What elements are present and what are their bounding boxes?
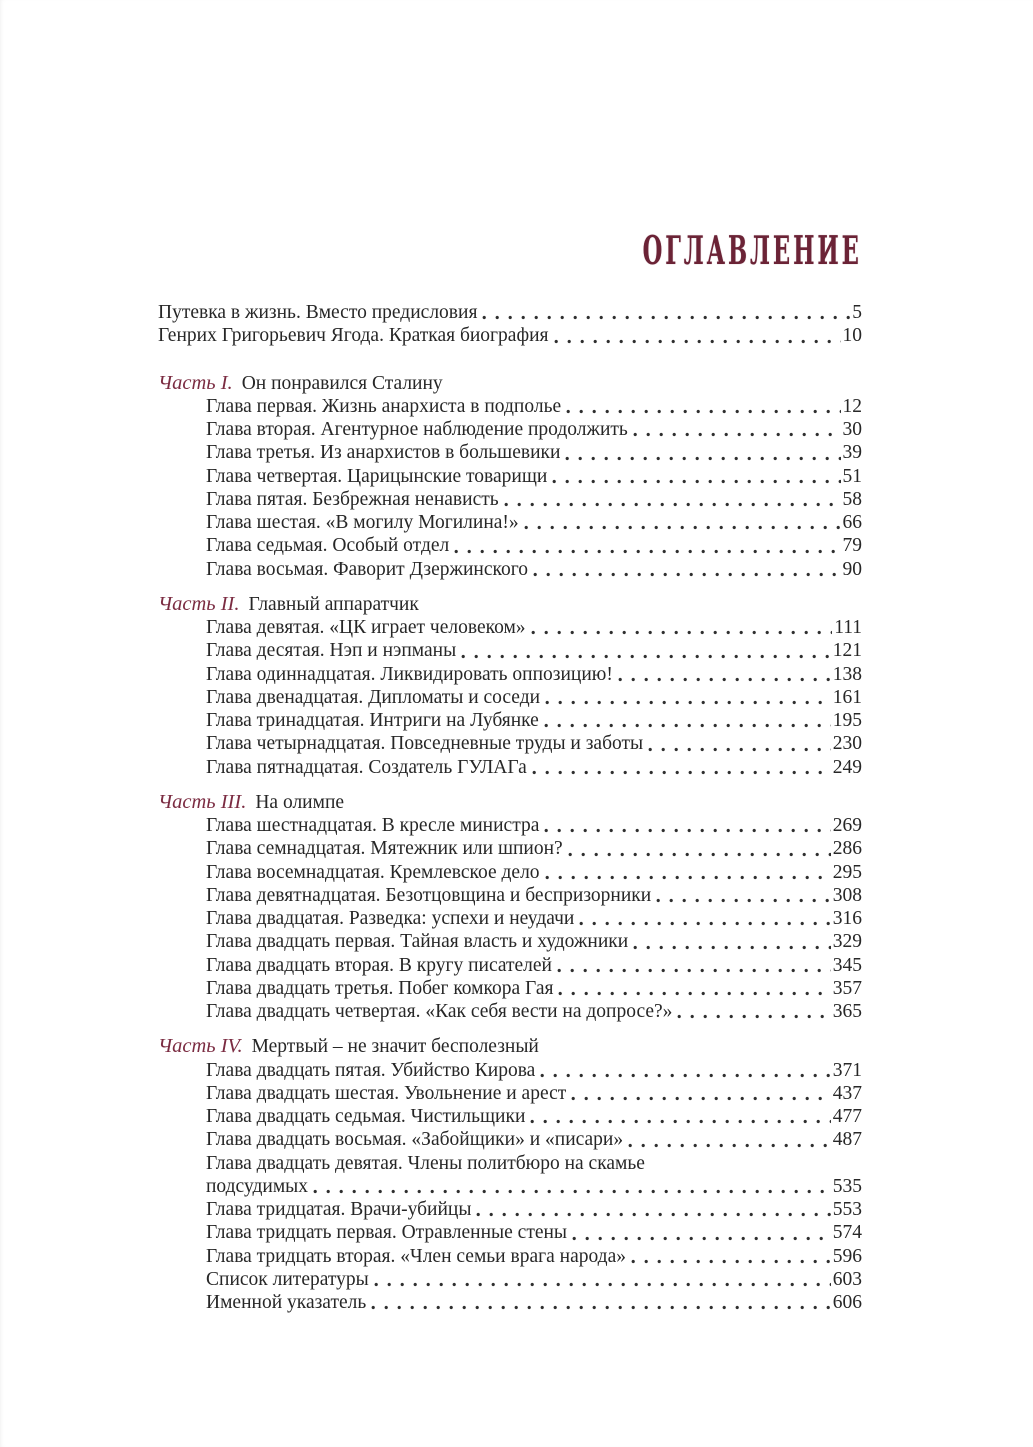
dot-leader — [565, 456, 840, 461]
toc-entry-text: Глава четырнадцатая. Повседневные труды и заботы — [206, 733, 644, 755]
part-heading — [158, 593, 862, 616]
dot-leader — [544, 723, 831, 728]
dot-leader — [531, 630, 833, 635]
toc-entry — [158, 324, 862, 347]
page-number: 295 — [832, 861, 862, 883]
dot-leader — [461, 654, 831, 659]
page-number: 90 — [842, 558, 862, 580]
dot-leader — [545, 875, 831, 880]
toc-entry-text: Глава двадцать третья. Побег комкора Гая — [206, 977, 554, 999]
toc-entry-text: Глава пятнадцатая. Создатель ГУЛАГа — [206, 756, 527, 778]
toc-entry-text: Глава двадцать первая. Тайная власть и художники — [206, 931, 629, 953]
toc-entry — [158, 814, 862, 837]
toc-entry — [158, 1152, 862, 1175]
page-number: 371 — [832, 1059, 862, 1081]
page-number: 111 — [834, 617, 862, 638]
toc-entry — [158, 663, 862, 686]
toc-entry — [158, 837, 862, 860]
toc-entry-text: Глава двадцатая. Разведка: успехи и неудачи — [206, 908, 575, 929]
dot-leader — [572, 1236, 831, 1241]
toc-entry-text: Глава восьмая. Фаворит Дзержинского — [206, 558, 528, 580]
part-label: Часть I. — [158, 371, 233, 394]
toc-entry-text: Глава двадцать восьмая. «Забойщики» и «писари» — [206, 1129, 624, 1151]
toc-entry-text: Глава вторая. Агентурное наблюдение продолжить — [206, 419, 628, 440]
toc-entry-text: Глава двадцать пятая. Убийство Кирова — [206, 1059, 536, 1081]
toc-entry — [158, 1268, 862, 1291]
dot-leader — [476, 1212, 830, 1217]
toc-entry-text: Глава девятая. «ЦК играет человеком» — [206, 617, 526, 638]
dot-leader — [454, 549, 840, 554]
page-title-text: ОГЛАВЛЕНИЕ — [642, 228, 862, 274]
toc-entry-text: Глава одиннадцатая. Ликвидировать оппозицию! — [206, 663, 613, 685]
page-number: 329 — [832, 931, 862, 953]
toc-entry-text: Глава первая. Жизнь анархиста в подполье — [206, 395, 562, 417]
toc-entry — [158, 884, 862, 907]
part-title: Мертвый – не значит бесполезный — [251, 1036, 539, 1058]
toc-entry-text: подсудимых — [206, 1175, 309, 1197]
toc-entry-text: Глава третья. Из анархистов в большевики — [206, 442, 561, 464]
toc-entry — [158, 907, 862, 930]
toc-entry — [158, 1128, 862, 1151]
dot-leader — [540, 1073, 830, 1078]
toc-entry-text: Глава двенадцатая. Дипломаты и соседи — [206, 686, 541, 708]
page-number: 121 — [832, 640, 862, 662]
part-label: Часть II. — [158, 592, 240, 615]
toc-entry — [158, 756, 862, 779]
dot-leader — [618, 677, 831, 682]
toc-entry — [158, 930, 862, 953]
dot-leader — [533, 572, 841, 577]
toc-entry — [158, 709, 862, 732]
page-number: 487 — [832, 1129, 862, 1151]
toc-entry — [158, 639, 862, 662]
dot-leader — [532, 770, 831, 775]
page-number: 477 — [832, 1106, 862, 1127]
page-number: 357 — [832, 977, 862, 999]
dot-leader — [544, 828, 830, 833]
toc-entry-text: Глава двадцать шестая. Увольнение и арест — [206, 1082, 567, 1104]
toc-entry-text: Глава шестая. «В могилу Могилина!» — [206, 512, 519, 533]
toc-entry — [158, 1245, 862, 1268]
toc-entry — [158, 558, 862, 581]
toc-entry — [158, 534, 862, 557]
part-title: На олимпе — [255, 791, 345, 813]
toc-entry-text: Глава шестнадцатая. В кресле министра — [206, 815, 540, 836]
dot-leader — [554, 339, 841, 344]
page-number: 39 — [842, 442, 862, 464]
part-label: Часть IV. — [158, 1035, 243, 1058]
dot-leader — [648, 747, 831, 752]
part-label: Часть III. — [158, 790, 247, 813]
toc-entry — [158, 418, 862, 441]
dot-leader — [558, 991, 830, 996]
toc-entry-text: Глава восемнадцатая. Кремлевское дело — [206, 861, 540, 883]
page-title — [158, 228, 862, 274]
dot-leader — [579, 921, 830, 926]
dot-leader — [313, 1189, 831, 1194]
dot-leader — [628, 1143, 831, 1148]
dot-leader — [371, 1305, 831, 1310]
part-heading — [158, 372, 862, 395]
toc-entry — [158, 732, 862, 755]
toc-entry — [158, 441, 862, 464]
page-number: 195 — [832, 710, 862, 731]
dot-leader — [656, 898, 831, 903]
toc-entry — [158, 1221, 862, 1244]
toc-entry-text: Глава тридцать вторая. «Член семьи врага народа» — [206, 1245, 626, 1267]
page-number: 30 — [842, 419, 862, 440]
page-number: 58 — [842, 488, 862, 510]
page-number: 345 — [832, 954, 862, 976]
toc-entry — [158, 488, 862, 511]
dot-leader — [568, 852, 831, 857]
page-number: 553 — [832, 1199, 862, 1220]
dot-leader — [530, 1119, 830, 1124]
toc-entry-text: Список литературы — [206, 1268, 369, 1290]
page-number: 269 — [832, 815, 862, 836]
part-heading — [158, 791, 862, 814]
toc-entry-text: Глава двадцать вторая. В кругу писателей — [206, 954, 552, 976]
page-number: 51 — [842, 465, 862, 487]
dot-leader — [633, 945, 831, 950]
toc-entry — [158, 301, 862, 324]
toc-entry-text: Глава семнадцатая. Мятежник или шпион? — [206, 838, 563, 860]
page-number: 161 — [832, 686, 862, 708]
toc-entry-text: Глава двадцать четвертая. «Как себя вести на допросе?» — [206, 1001, 673, 1022]
part-title: Он понравился Сталину — [241, 372, 443, 394]
toc-entry-text: Глава тридцатая. Врачи-убийцы — [206, 1199, 472, 1220]
dot-leader — [633, 432, 841, 437]
dot-leader — [482, 315, 850, 320]
page-number: 230 — [832, 733, 862, 755]
page-number: 596 — [832, 1245, 862, 1267]
toc-entry — [158, 1059, 862, 1082]
toc-entry-text: Глава девятнадцатая. Безотцовщина и беспризорники — [206, 884, 652, 906]
page-number: 138 — [832, 663, 862, 685]
toc-entry — [158, 1082, 862, 1105]
toc-entry — [158, 977, 862, 1000]
toc-entry-text: Глава двадцать девятая. Члены политбюро на скамье — [206, 1152, 645, 1174]
part-title: Главный аппаратчик — [248, 593, 419, 615]
page-number: 5 — [852, 302, 862, 323]
toc-entry-text: Генрих Григорьевич Ягода. Краткая биография — [158, 325, 549, 347]
toc-entry — [158, 395, 862, 418]
toc-entry — [158, 465, 862, 488]
toc-entry-text: Глава седьмая. Особый отдел — [206, 535, 450, 557]
dot-leader — [631, 1259, 831, 1264]
dot-leader — [374, 1282, 831, 1287]
page-number: 535 — [832, 1175, 862, 1197]
toc-entry — [158, 511, 862, 534]
page-number: 286 — [832, 838, 862, 860]
toc-entry-text: Глава тридцать первая. Отравленные стены — [206, 1222, 568, 1244]
toc-entry — [158, 1000, 862, 1023]
dot-leader — [566, 409, 840, 414]
toc-entry — [158, 861, 862, 884]
toc-entry-text: Глава четвертая. Царицынские товарищи — [206, 465, 548, 487]
dot-leader — [524, 525, 841, 530]
toc-entry — [158, 686, 862, 709]
page-number: 437 — [832, 1082, 862, 1104]
toc-entry — [158, 954, 862, 977]
toc-entry — [158, 1175, 862, 1198]
dot-leader — [545, 700, 831, 705]
page-number: 10 — [842, 325, 862, 347]
page-number: 308 — [832, 884, 862, 906]
toc-entry-text: Глава тринадцатая. Интриги на Лубянке — [206, 710, 539, 731]
dot-leader — [552, 479, 840, 484]
page-number: 79 — [842, 535, 862, 557]
page-number: 606 — [832, 1292, 862, 1313]
toc-entry-text: Путевка в жизнь. Вместо предисловия — [158, 302, 478, 323]
toc-entry-text: Глава пятая. Безбрежная ненависть — [206, 488, 499, 510]
page-number: 249 — [832, 756, 862, 778]
dot-leader — [557, 968, 831, 973]
toc-entry-text: Глава десятая. Нэп и нэпманы — [206, 640, 457, 662]
dot-leader — [504, 502, 841, 507]
page-number: 66 — [842, 512, 862, 533]
toc-entry-text: Именной указатель — [206, 1292, 367, 1313]
page-number: 603 — [832, 1268, 862, 1290]
toc-entry — [158, 616, 862, 639]
dot-leader — [677, 1014, 830, 1019]
page-number: 12 — [842, 395, 862, 417]
page-number: 316 — [832, 908, 862, 929]
toc-entry — [158, 1105, 862, 1128]
page-number: 365 — [832, 1001, 862, 1022]
text-block — [158, 0, 862, 1314]
toc-entry-text: Глава двадцать седьмая. Чистильщики — [206, 1106, 526, 1127]
toc-entry — [158, 1198, 862, 1221]
dot-leader — [571, 1096, 830, 1101]
table-of-contents — [158, 301, 862, 1314]
part-heading — [158, 1035, 862, 1058]
page-number: 574 — [832, 1222, 862, 1244]
toc-entry — [158, 1291, 862, 1314]
